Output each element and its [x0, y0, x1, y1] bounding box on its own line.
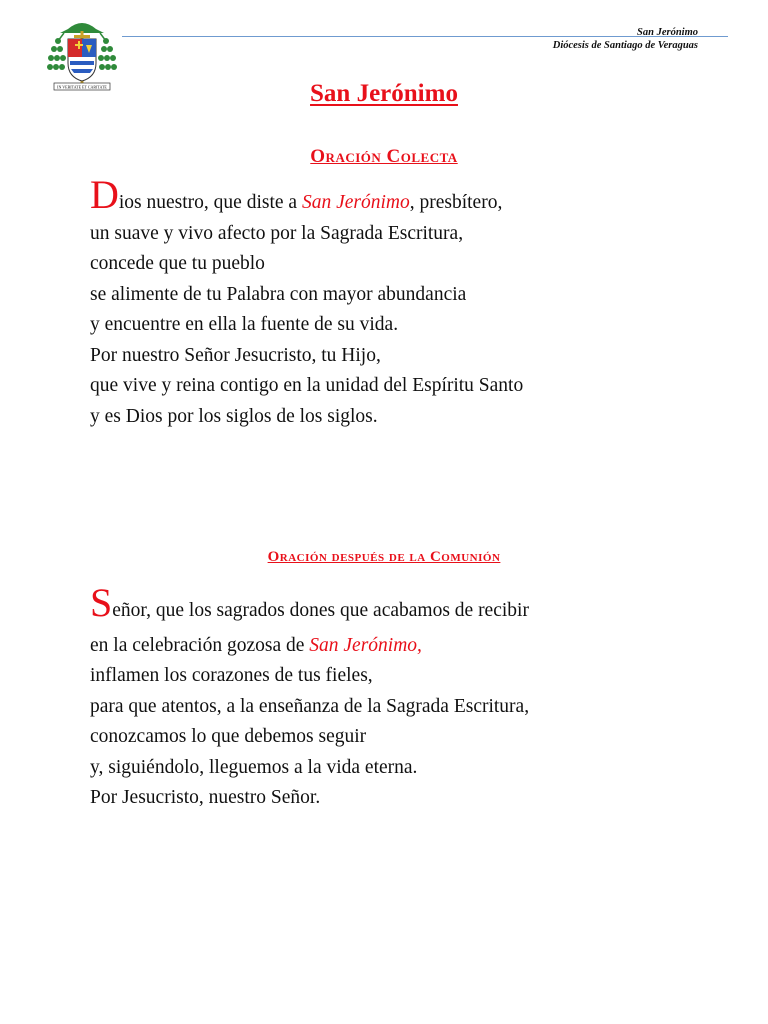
prayer-line: y, siguiéndolo, lleguemos a la vida eterna.	[90, 756, 418, 778]
prayer-line: Dios nuestro, que diste a San Jerónimo, presbítero,	[90, 172, 503, 217]
collect-prayer	[90, 172, 730, 432]
prayer-line: inflamen los corazones de tus fieles,	[90, 665, 373, 686]
prayer-line: para que atentos, a la enseñanza de la Sagrada Escritura,	[90, 695, 530, 717]
prayer-line: que vive y reina contigo en la unidad del Espíritu Santo	[90, 375, 524, 396]
section-heading-postcommunion: Oración después de la Comunión	[267, 549, 501, 565]
running-header-diocese: Diócesis de Santiago de Veraguas	[552, 40, 698, 51]
prayer-line: y encuentre en ella la fuente de su vida.	[90, 314, 399, 335]
prayer-line: y es Dios por los siglos de los siglos.	[90, 405, 378, 427]
saint-name: San Jerónimo	[301, 192, 410, 213]
postcommunion-prayer	[90, 580, 730, 814]
coat-motto: IN VERITATE ET CARITATE	[57, 84, 107, 90]
page-title: San Jerónimo	[310, 80, 458, 107]
running-header-title: San Jerónimo	[637, 27, 698, 38]
section-heading-collect: Oración Colecta	[310, 146, 458, 167]
prayer-line: Por Jesucristo, nuestro Señor.	[90, 787, 321, 808]
prayer-line: conozcamos lo que debemos seguir	[90, 726, 367, 747]
prayer-line: un suave y vivo afecto por la Sagrada Escritura,	[90, 222, 464, 244]
running-header	[553, 26, 698, 52]
prayer-line: Por nuestro Señor Jesucristo, tu Hijo,	[90, 344, 381, 366]
prayer-line: Señor, que los sagrados dones que acabamos de recibir	[90, 580, 529, 625]
saint-name: San Jerónimo,	[309, 634, 422, 656]
prayer-line: en la celebración gozosa de San Jerónimo,	[90, 634, 422, 656]
drop-cap: S	[90, 580, 113, 625]
prayer-line: concede que tu pueblo	[90, 253, 265, 274]
prayer-line: se alimente de tu Palabra con mayor abundancia	[90, 283, 467, 305]
drop-cap: D	[90, 172, 119, 217]
